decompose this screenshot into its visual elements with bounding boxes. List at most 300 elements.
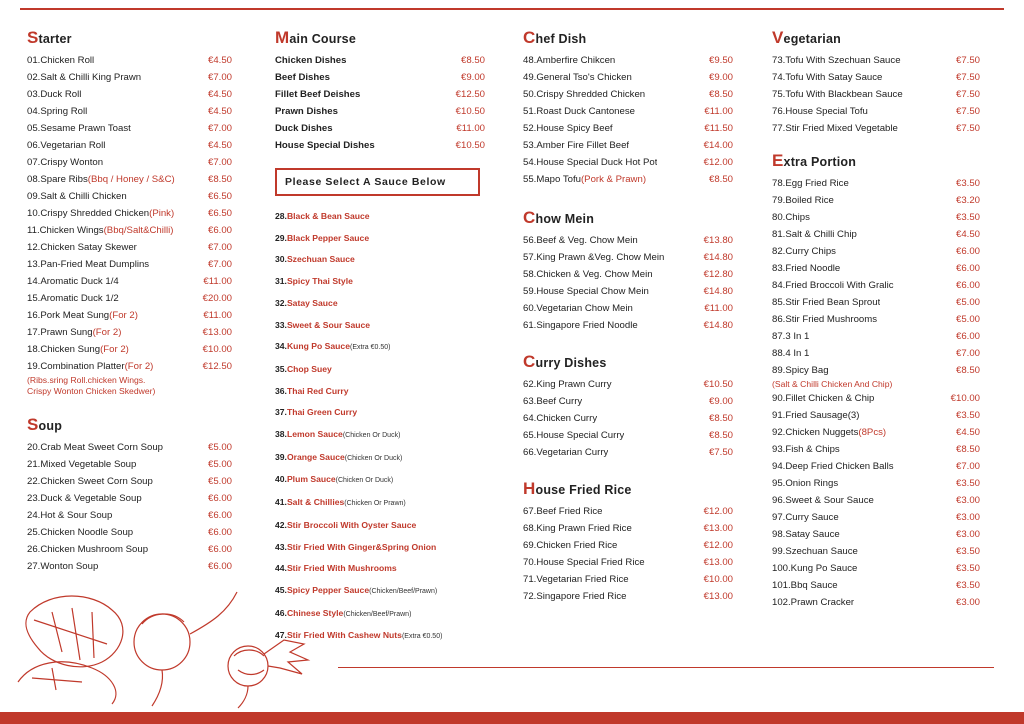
item-price: €7.00 [207,259,232,270]
item-name [772,209,810,226]
item-name [275,52,346,69]
curry-list [523,376,733,461]
item-price: €6.50 [207,208,232,219]
item-name [772,192,834,209]
item-name [772,328,809,345]
menu-item [523,103,733,120]
sauce-extra: (Chicken Or Duck) [335,477,394,485]
item-price: €3.00 [955,529,980,540]
item-name [772,509,839,526]
item-price: €6.00 [955,280,980,291]
item-name [523,283,649,300]
menu-item [772,441,980,458]
item-price: €3.50 [955,546,980,557]
sauce-item [275,469,485,492]
item-price: €13.80 [703,235,733,246]
item-name-text: 60.Vegetarian Chow Mein [523,303,633,314]
item-price: €12.80 [703,269,733,280]
item-name [772,175,849,192]
menu-item [772,594,980,611]
item-name-text: 81.Salt & Chilli Chip [772,229,857,240]
item-name [772,120,898,137]
item-name [27,324,121,341]
item-price: €5.00 [207,459,232,470]
bottom-bar [0,712,1024,724]
item-price: €4.50 [207,140,232,151]
menu-item [772,209,980,226]
item-name-text: 76.House Special Tofu [772,106,868,117]
section-vegetarian [772,28,980,137]
item-note: (8Pcs) [858,427,887,438]
sauce-item [275,381,485,403]
item-name-text: 56.Beef & Veg. Chow Mein [523,235,638,246]
item-price: €13.00 [202,327,232,338]
item-name [772,294,880,311]
menu-item [772,277,980,294]
item-price: €10.00 [202,344,232,355]
top-rule [20,8,1004,10]
sauce-number: 28. [275,211,287,221]
menu-item [523,376,733,393]
item-price: €3.00 [955,597,980,608]
item-name [27,473,153,490]
menu-item [27,439,232,456]
item-price: €7.00 [207,123,232,134]
sauce-item [275,315,485,337]
section-main-course [275,28,485,154]
item-name-text: 02.Salt & Chilli King Prawn [27,72,142,83]
menu-item [523,171,733,188]
menu-item [27,222,232,239]
item-name [523,52,615,69]
menu-item [27,137,232,154]
item-name-text: 48.Amberfire Chikcen [523,55,616,66]
item-price: €7.50 [955,55,980,66]
item-price: €14.00 [703,140,733,151]
item-price: €4.50 [207,55,232,66]
menu-item [27,120,232,137]
item-name [772,526,840,543]
item-price: €10.50 [455,106,485,117]
menu-item [275,86,485,103]
menu-item [27,239,232,256]
item-name-text: Prawn Dishes [275,106,338,117]
item-name-text: 23.Duck & Vegetable Soup [27,493,142,504]
title-rest: hef Dish [535,32,587,46]
item-name [27,137,105,154]
item-name [27,154,103,171]
item-name-text: 66.Vegetarian Curry [523,447,609,458]
item-name-text: 65.House Special Curry [523,430,625,441]
item-name [772,577,838,594]
item-name-text: 55.Mapo Tofu [523,174,581,185]
item-name [27,541,148,558]
item-price: €6.00 [207,493,232,504]
item-name [523,171,646,188]
item-note: (For 2) [92,327,122,338]
item-price: €11.00 [203,310,232,321]
sauce-name: Orange Sauce [286,451,345,462]
item-name-text: 68.King Prawn Fried Rice [523,523,632,534]
item-price: €7.50 [708,447,733,458]
item-name-text: 96.Sweet & Sour Sauce [772,495,874,506]
item-name [523,120,613,137]
item-name [772,424,886,441]
item-name [772,560,857,577]
section-chef-dish [523,28,733,188]
menu-item [523,283,733,300]
item-name [275,120,333,137]
item-name-text: 67.Beef Fried Rice [523,506,603,517]
item-name-text: 59.House Special Chow Mein [523,286,649,297]
item-name-text: 91.Fried Sausage(3) [772,410,860,421]
section-title-curry [523,352,733,372]
item-name [275,137,375,154]
item-price: €10.00 [703,574,733,585]
sauce-item [275,228,485,250]
beetroot-illustration [12,582,312,710]
menu-item [275,69,485,86]
title-rest: urry Dishes [535,356,607,370]
item-price: €4.50 [955,427,980,438]
item-name [27,52,94,69]
item-price: €7.50 [955,106,980,117]
menu-item [275,103,485,120]
menu-item [772,509,980,526]
menu-item [27,524,232,541]
menu-item [523,120,733,137]
platter-note-1: (Ribs.sring Roll.chicken Wings. [27,375,146,385]
item-name [772,277,894,294]
item-name-text: 85.Stir Fried Bean Sprout [772,297,881,308]
item-name [772,86,903,103]
menu-item [772,69,980,86]
item-name-text: Beef Dishes [275,72,330,83]
section-fried-rice [523,479,733,605]
sauce-number: 38. [275,429,287,440]
section-curry [523,352,733,461]
divider-line [338,667,994,668]
menu-item [772,543,980,560]
sauce-number: 31. [275,276,287,287]
item-note: (For 2) [124,361,154,372]
item-price: €4.50 [955,229,980,240]
item-price: €7.50 [955,123,980,134]
item-name [772,362,829,379]
item-name-text: 06.Vegetarian Roll [27,140,106,151]
extra-portion-list [772,175,980,611]
menu-item [275,120,485,137]
item-name-text: 11.Chicken Wings [27,225,104,236]
sauce-item [275,293,485,315]
sauce-name: Szechuan Sauce [286,254,355,265]
item-note: (Pink) [149,208,175,219]
item-name [772,390,874,407]
item-name-text: 50.Crispy Shredded Chicken [523,89,646,100]
item-name-text: House Special Dishes [275,140,375,151]
title-initial: S [27,28,39,47]
item-name [275,86,360,103]
item-name [772,103,868,120]
menu-item [772,311,980,328]
item-name [27,341,129,358]
sauce-number: 42. [275,519,287,530]
menu-item [772,362,980,379]
chef-dish-list [523,52,733,188]
item-name [772,243,836,260]
menu-item [523,588,733,605]
title-initial: V [772,28,784,47]
item-name-text: 09.Salt & Chilli Chicken [27,191,127,202]
item-price: €6.00 [207,561,232,572]
item-name-text: 92.Chicken Nuggets [772,427,859,438]
item-name-text: 21.Mixed Vegetable Soup [27,459,137,470]
item-name-text: 08.Spare Ribs [27,174,88,185]
section-starter [27,28,232,397]
menu-item [523,537,733,554]
item-note: (For 2) [109,310,138,321]
sauce-number: 37. [275,407,287,418]
item-price: €5.00 [955,314,980,325]
menu-item [27,307,232,324]
menu-item [275,137,485,154]
menu-item [772,577,980,594]
item-price: €6.00 [207,527,232,538]
item-name-text: 07.Crispy Wonton [27,157,104,168]
item-name-text: 19.Combination Platter [27,361,125,372]
item-name-text: 05.Sesame Prawn Toast [27,123,131,134]
menu-item [772,103,980,120]
menu-item [27,341,232,358]
sauce-name: Lemon Sauce [286,429,343,440]
item-name-text: 90.Fillet Chicken & Chip [772,393,875,404]
section-title-fried-rice [523,479,733,499]
menu-item [27,205,232,222]
menu-item [27,324,232,341]
menu-item [772,260,980,277]
sauce-name: Stir Fried With Ginger&Spring Onion [286,541,437,552]
item-name [523,317,638,334]
sauce-extra: (Extra €0.50) [349,344,391,352]
menu-item [27,52,232,69]
item-name [523,427,624,444]
sauce-select-header: Please Select A Sauce Below [275,168,480,196]
title-initial: M [275,28,290,47]
menu-item [523,571,733,588]
menu-item [772,526,980,543]
item-name-text: 102.Prawn Cracker [772,597,855,608]
title-initial: C [523,28,536,47]
soup-list [27,439,232,575]
item-name-text: 94.Deep Fried Chicken Balls [772,461,894,472]
item-price: €13.00 [703,591,733,602]
item-price: €13.00 [703,557,733,568]
sauce-extra: (Chicken/Beef/Prawn) [343,610,412,618]
menu-item [523,503,733,520]
item-price: €12.00 [703,157,733,168]
menu-item [772,328,980,345]
sauce-name: Black Pepper Sauce [286,232,370,243]
title-initial: C [523,352,536,371]
item-price: €8.50 [460,55,485,66]
sauce-number: 45. [275,584,287,595]
item-price: €6.50 [207,191,232,202]
item-price: €14.80 [703,252,733,263]
item-price: €10.50 [455,140,485,151]
item-name [523,86,645,103]
menu-item [27,358,232,375]
sauce-number: 35. [275,363,287,374]
item-name [772,311,877,328]
item-price: €6.00 [207,225,232,236]
vegetarian-list [772,52,980,137]
section-title-main-course [275,28,485,48]
item-name-text: 04.Spring Roll [27,106,88,117]
item-price: €4.50 [207,89,232,100]
item-name [523,249,664,266]
item-name [523,103,635,120]
sauce-item [275,447,485,470]
item-name [27,171,175,188]
item-name-text: 15.Aromatic Duck 1/2 [27,293,119,304]
main-course-list [275,52,485,154]
item-price: €7.00 [207,242,232,253]
sauce-number: 33. [275,319,287,330]
menu-item [523,232,733,249]
item-name-text: 52.House Spicy Beef [523,123,613,134]
item-name-text: 84.Fried Broccoli With Gralic [772,280,894,291]
item-price: €8.50 [708,430,733,441]
menu-item [523,86,733,103]
sauce-name: Spicy Pepper Sauce [286,584,370,595]
item-price: €3.50 [955,478,980,489]
sauce-number: 32. [275,297,287,308]
menu-item [27,188,232,205]
item-price: €6.00 [955,331,980,342]
item-name [772,441,840,458]
sauce-name: Plum Sauce [286,474,336,485]
item-name-text: 10.Crispy Shredded Chicken [27,208,150,219]
item-price: €11.00 [704,303,733,314]
sauce-item [275,402,485,424]
menu-item [772,120,980,137]
item-name [27,439,163,456]
item-name [523,444,608,461]
menu-item [27,171,232,188]
menu-item [523,554,733,571]
column-3 [523,22,733,619]
title-rest: how Mein [535,212,595,226]
sauce-name: Stir Broccoli With Oyster Sauce [286,519,417,530]
item-price: €3.50 [955,410,980,421]
item-name [772,594,854,611]
sauce-name: Thai Green Curry [286,407,358,418]
sauce-item [275,558,485,580]
item-name [523,588,626,605]
item-price: €7.50 [955,72,980,83]
sauce-name: Chop Suey [286,363,332,374]
item-name-text: 93.Fish & Chips [772,444,840,455]
item-price: €13.00 [703,523,733,534]
sauce-extra: (Chicken Or Prawn) [344,500,406,508]
item-name-text: 86.Stir Fried Mushrooms [772,314,878,325]
menu-item [772,458,980,475]
sauce-name: Stir Fried With Cashew Nuts [286,630,402,641]
menu-item [772,294,980,311]
item-name-text: Duck Dishes [275,123,333,134]
item-name [27,256,149,273]
section-title-soup [27,415,232,435]
item-name [27,524,133,541]
menu-item [772,192,980,209]
item-name [523,69,632,86]
item-name-text: 22.Chicken Sweet Corn Soup [27,476,153,487]
item-name-text: 79.Boiled Rice [772,195,834,206]
sauce-extra: (Chicken Or Duck) [344,454,403,462]
sauce-number: 39. [275,451,287,462]
sauce-name: Chinese Style [286,607,344,618]
item-name [27,239,137,256]
item-name-text: Fillet Beef Deishes [275,89,361,100]
menu-item [523,69,733,86]
item-name-text: 101.Bbq Sauce [772,580,838,591]
menu-item [772,407,980,424]
menu-item [772,226,980,243]
menu-item [27,273,232,290]
item-name [523,266,653,283]
section-title-chef-dish [523,28,733,48]
menu-item [275,52,485,69]
menu-item [27,456,232,473]
menu-item [523,266,733,283]
item-price: €3.50 [955,178,980,189]
menu-item [772,475,980,492]
item-name [772,458,894,475]
item-price: €6.00 [955,263,980,274]
item-name-text: 58.Chicken & Veg. Chow Mein [523,269,653,280]
menu-item [27,490,232,507]
item-price: €3.00 [955,495,980,506]
menu-item [27,256,232,273]
item-note: (Bbq/Salt&Chilli) [103,225,174,236]
item-price: €7.00 [207,72,232,83]
item-price: €11.50 [704,123,733,134]
section-title-vegetarian [772,28,980,48]
item-name [523,300,633,317]
title-rest: egetarian [783,32,841,46]
item-name [27,290,119,307]
sauce-item [275,424,485,447]
item-price: €4.50 [207,106,232,117]
item-price: €5.00 [207,442,232,453]
item-name-text: 61.Singapore Fried Noodle [523,320,638,331]
item-name [523,571,629,588]
menu-item [27,86,232,103]
item-name-text: 24.Hot & Sour Soup [27,510,113,521]
item-price: €11.00 [456,123,485,134]
item-name-text: 82.Curry Chips [772,246,836,257]
menu-item [27,154,232,171]
sauce-number: 41. [275,497,287,508]
item-name [523,154,657,171]
menu-item [772,390,980,407]
item-name-text: 69.Chicken Fried Rice [523,540,618,551]
item-name [523,393,582,410]
item-price: €6.00 [955,246,980,257]
sauce-name: Satay Sauce [286,297,338,308]
menu-item [523,137,733,154]
item-name-text: 17.Prawn Sung [27,327,93,338]
